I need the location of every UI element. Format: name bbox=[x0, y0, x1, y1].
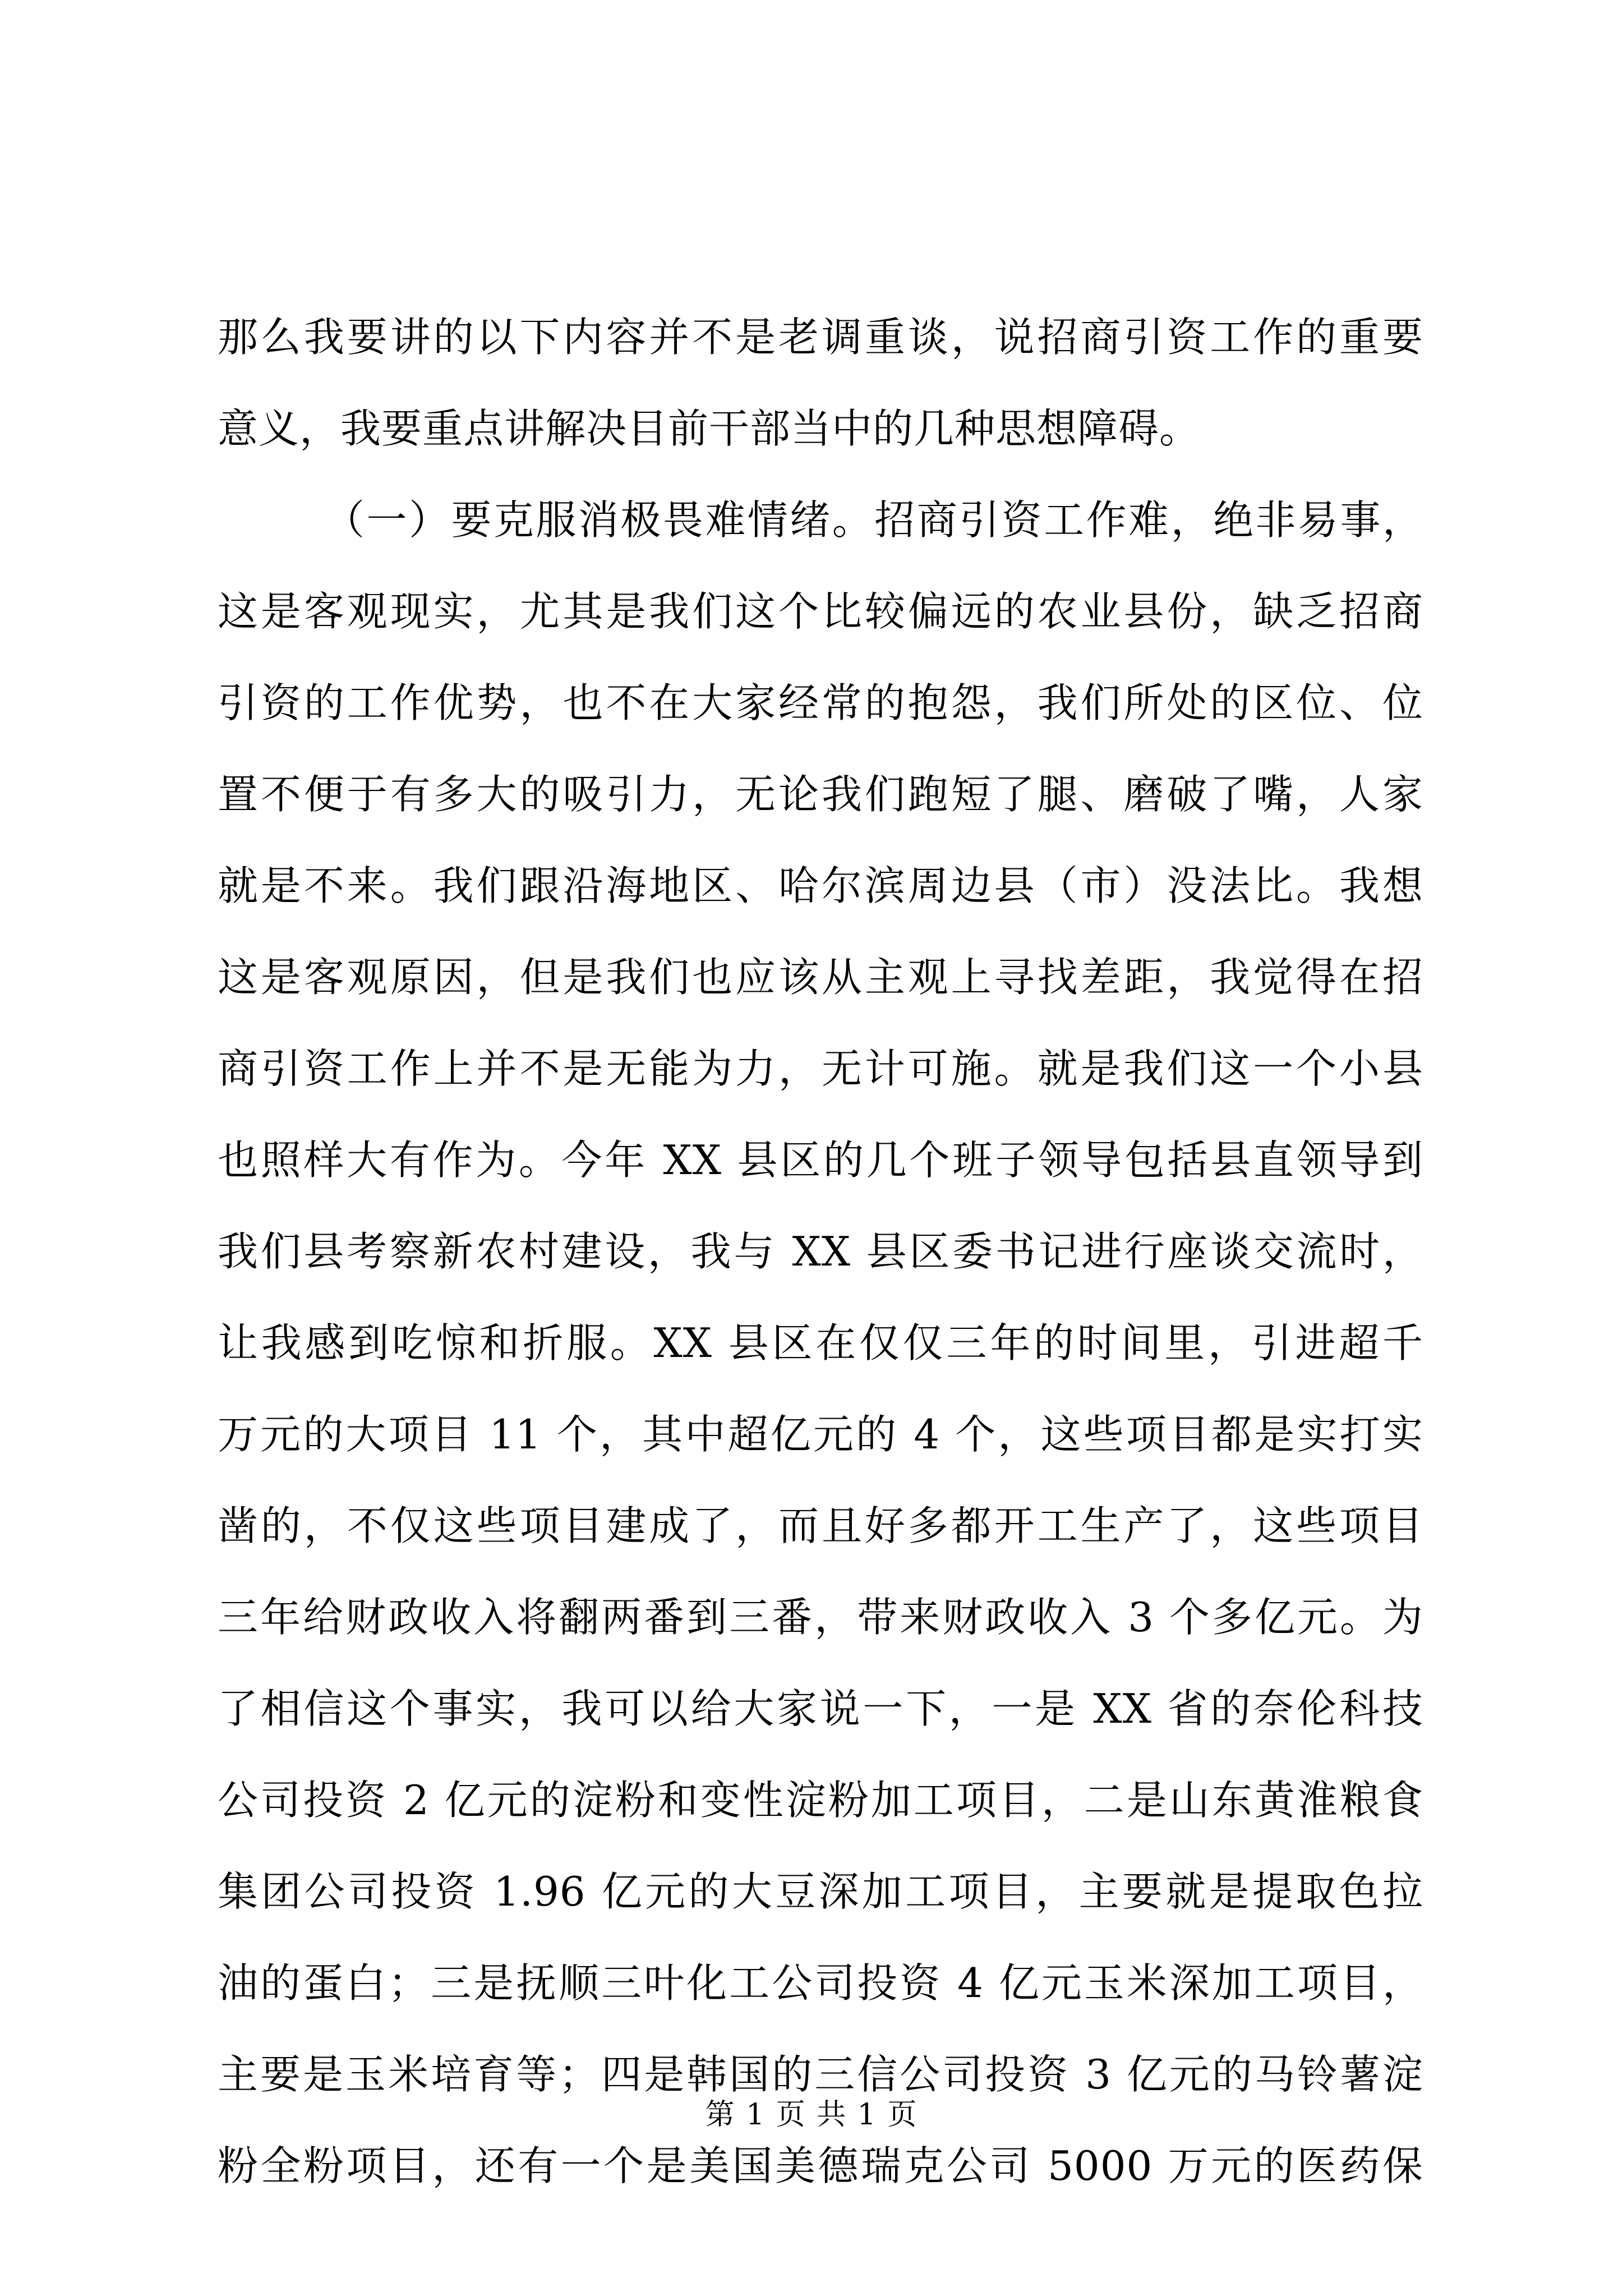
page-number-footer: 第 1 页 共 1 页 bbox=[705, 2098, 918, 2132]
text-line: 粉全粉项目，还有一个是美国美德瑞克公司 5000 万元的医药保 bbox=[218, 2142, 1423, 2189]
body-text bbox=[218, 292, 1423, 2212]
text-line: 集团公司投资 1.96 亿元的大豆深加工项目，主要就是提取色拉 bbox=[218, 1868, 1423, 1915]
text-line: 意义，我要重点讲解决目前干部当中的几种思想障碍。 bbox=[218, 405, 1201, 452]
text-line: 这是客观原因，但是我们也应该从主观上寻找差距，我觉得在招 bbox=[218, 954, 1423, 1001]
text-line: 那么我要讲的以下内容并不是老调重谈，说招商引资工作的重要 bbox=[218, 314, 1423, 361]
text-line: 置不便于有多大的吸引力，无论我们跑短了腿、磨破了嘴，人家 bbox=[218, 771, 1423, 818]
text-line: 我们县考察新农村建设，我与 XX 县区委书记进行座谈交流时， bbox=[218, 1228, 1423, 1275]
text-line: 让我感到吃惊和折服。XX 县区在仅仅三年的时间里，引进超千 bbox=[218, 1319, 1423, 1366]
text-line: 三年给财政收入将翻两番到三番，带来财政收入 3 个多亿元。为 bbox=[218, 1594, 1423, 1641]
text-line: 主要是玉米培育等；四是韩国的三信公司投资 3 亿元的马铃薯淀 bbox=[218, 2051, 1423, 2098]
text-line: 商引资工作上并不是无能为力，无计可施。就是我们这一个小县 bbox=[218, 1045, 1423, 1092]
text-line: 也照样大有作为。今年 XX 县区的几个班子领导包括县直领导到 bbox=[218, 1137, 1423, 1184]
text-line: 凿的，不仅这些项目建成了，而且好多都开工生产了，这些项目 bbox=[218, 1502, 1423, 1549]
text-line: 公司投资 2 亿元的淀粉和变性淀粉加工项目，二是山东黄淮粮食 bbox=[218, 1777, 1423, 1824]
section-heading-line: （一）要克服消极畏难情绪。招商引资工作难，绝非易事， bbox=[324, 496, 1423, 544]
text-line: 引资的工作优势，也不在大家经常的抱怨，我们所处的区位、位 bbox=[218, 679, 1423, 726]
text-line: 就是不来。我们跟沿海地区、哈尔滨周边县（市）没法比。我想 bbox=[218, 862, 1423, 909]
text-line: 万元的大项目 11 个，其中超亿元的 4 个，这些项目都是实打实 bbox=[218, 1411, 1423, 1458]
text-line: 油的蛋白；三是抚顺三叶化工公司投资 4 亿元玉米深加工项目， bbox=[218, 1959, 1423, 2007]
text-line: 这是客观现实，尤其是我们这个比较偏远的农业县份，缺乏招商 bbox=[218, 588, 1423, 635]
text-line: 了相信这个事实，我可以给大家说一下，一是 XX 省的奈伦科技 bbox=[218, 1685, 1423, 1732]
